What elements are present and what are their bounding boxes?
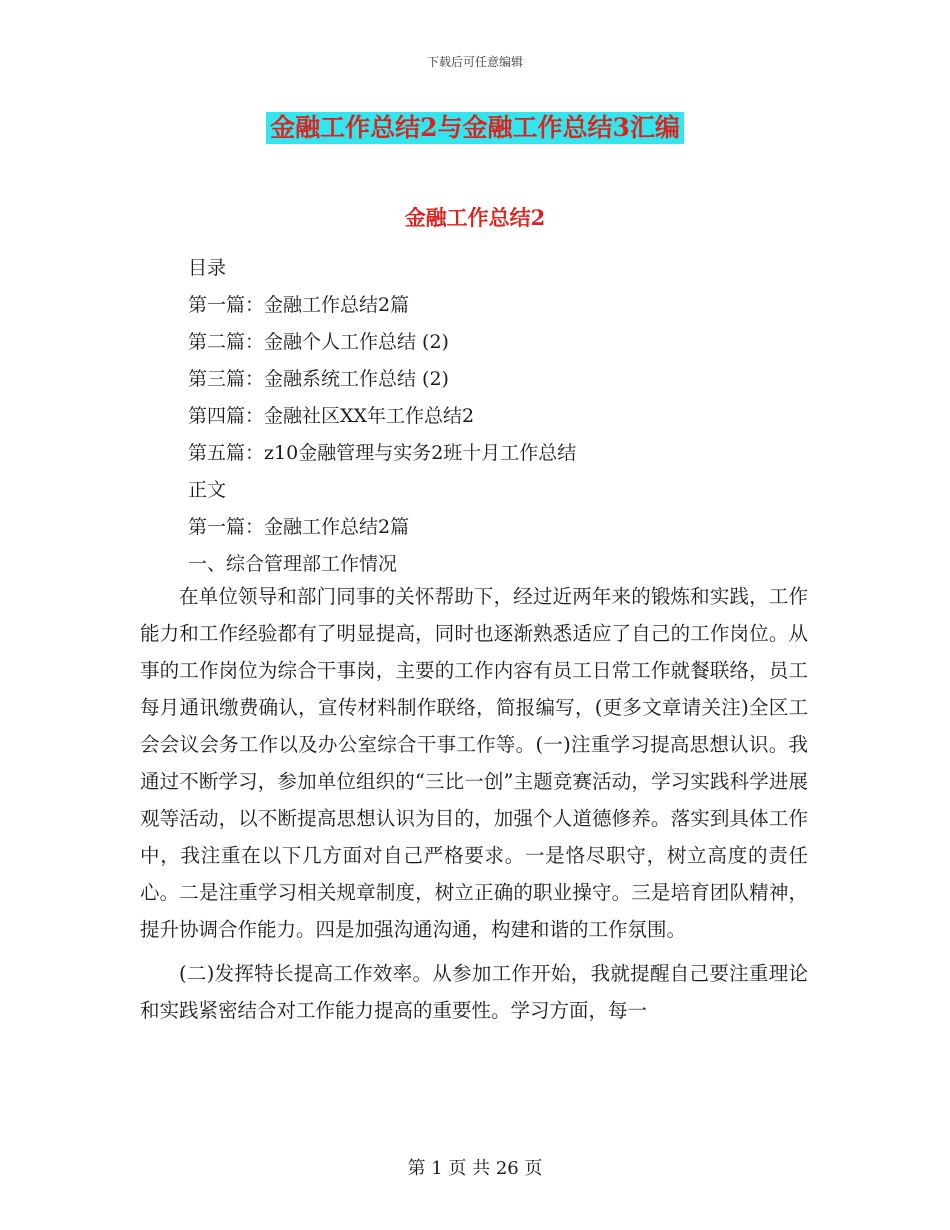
- toc-line: 第四篇：金融社区XX年工作总结2: [188, 405, 475, 427]
- toc-line: 第五篇：z10金融管理与实务2班十月工作总结: [188, 442, 577, 464]
- body-paragraph: 在单位领导和部门同事的关怀帮助下，经过近两年来的锻炼和实践，工作能力和工作经验都有了明显提高，同时也逐渐熟悉适应了自己的工作岗位。从事的工作岗位为综合干事岗，主要的工作内容有员工日常工作就餐联络，员工每月通讯缴费确认，宣传材料制作联络，简报编写，(更多文章请关注)全区工会会议会务工作以及办公室综合干事工作等。(一)注重学习提高思想认识。我通过不断学习，参加单位组织的“三比一创”主题竞赛活动，学习实践科学进展观等活动，以不断提高思想认识为目的，加强个人道德修养。落实到具体工作中，我注重在以下几方面对自己严格要求。一是恪尽职守，树立高度的责任心。二是注重学习相关规章制度，树立正确的职业操守。三是培育团队精神，提升协调合作能力。四是加强沟通沟通，构建和谐的工作氛围。: [140, 585, 808, 941]
- toc-line: 正文: [188, 479, 227, 501]
- main-title-text: 金融工作总结2与金融工作总结3汇编: [266, 112, 684, 144]
- main-title: [0, 112, 950, 144]
- toc-line: 一、综合管理部工作情况: [188, 553, 398, 575]
- page-footer: 第 1 页 共 26 页: [407, 1158, 543, 1179]
- toc-line: 第二篇：金融个人工作总结 (2): [188, 331, 449, 353]
- toc-line: 第一篇：金融工作总结2篇: [188, 294, 410, 316]
- section-title: 金融工作总结2: [404, 205, 546, 230]
- toc-line: 第一篇：金融工作总结2篇: [188, 516, 410, 538]
- toc-line: 第三篇：金融系统工作总结 (2): [188, 368, 449, 390]
- body-paragraph: (二)发挥特长提高工作效率。从参加工作开始，我就提醒自己要注重理论和实践紧密结合对工作能力提高的重要性。学习方面，每一: [140, 962, 808, 1022]
- body-text: [140, 578, 808, 1029]
- table-of-contents: [188, 250, 828, 583]
- header-note: 下载后可任意编辑: [426, 55, 523, 69]
- toc-line: 目录: [188, 257, 227, 279]
